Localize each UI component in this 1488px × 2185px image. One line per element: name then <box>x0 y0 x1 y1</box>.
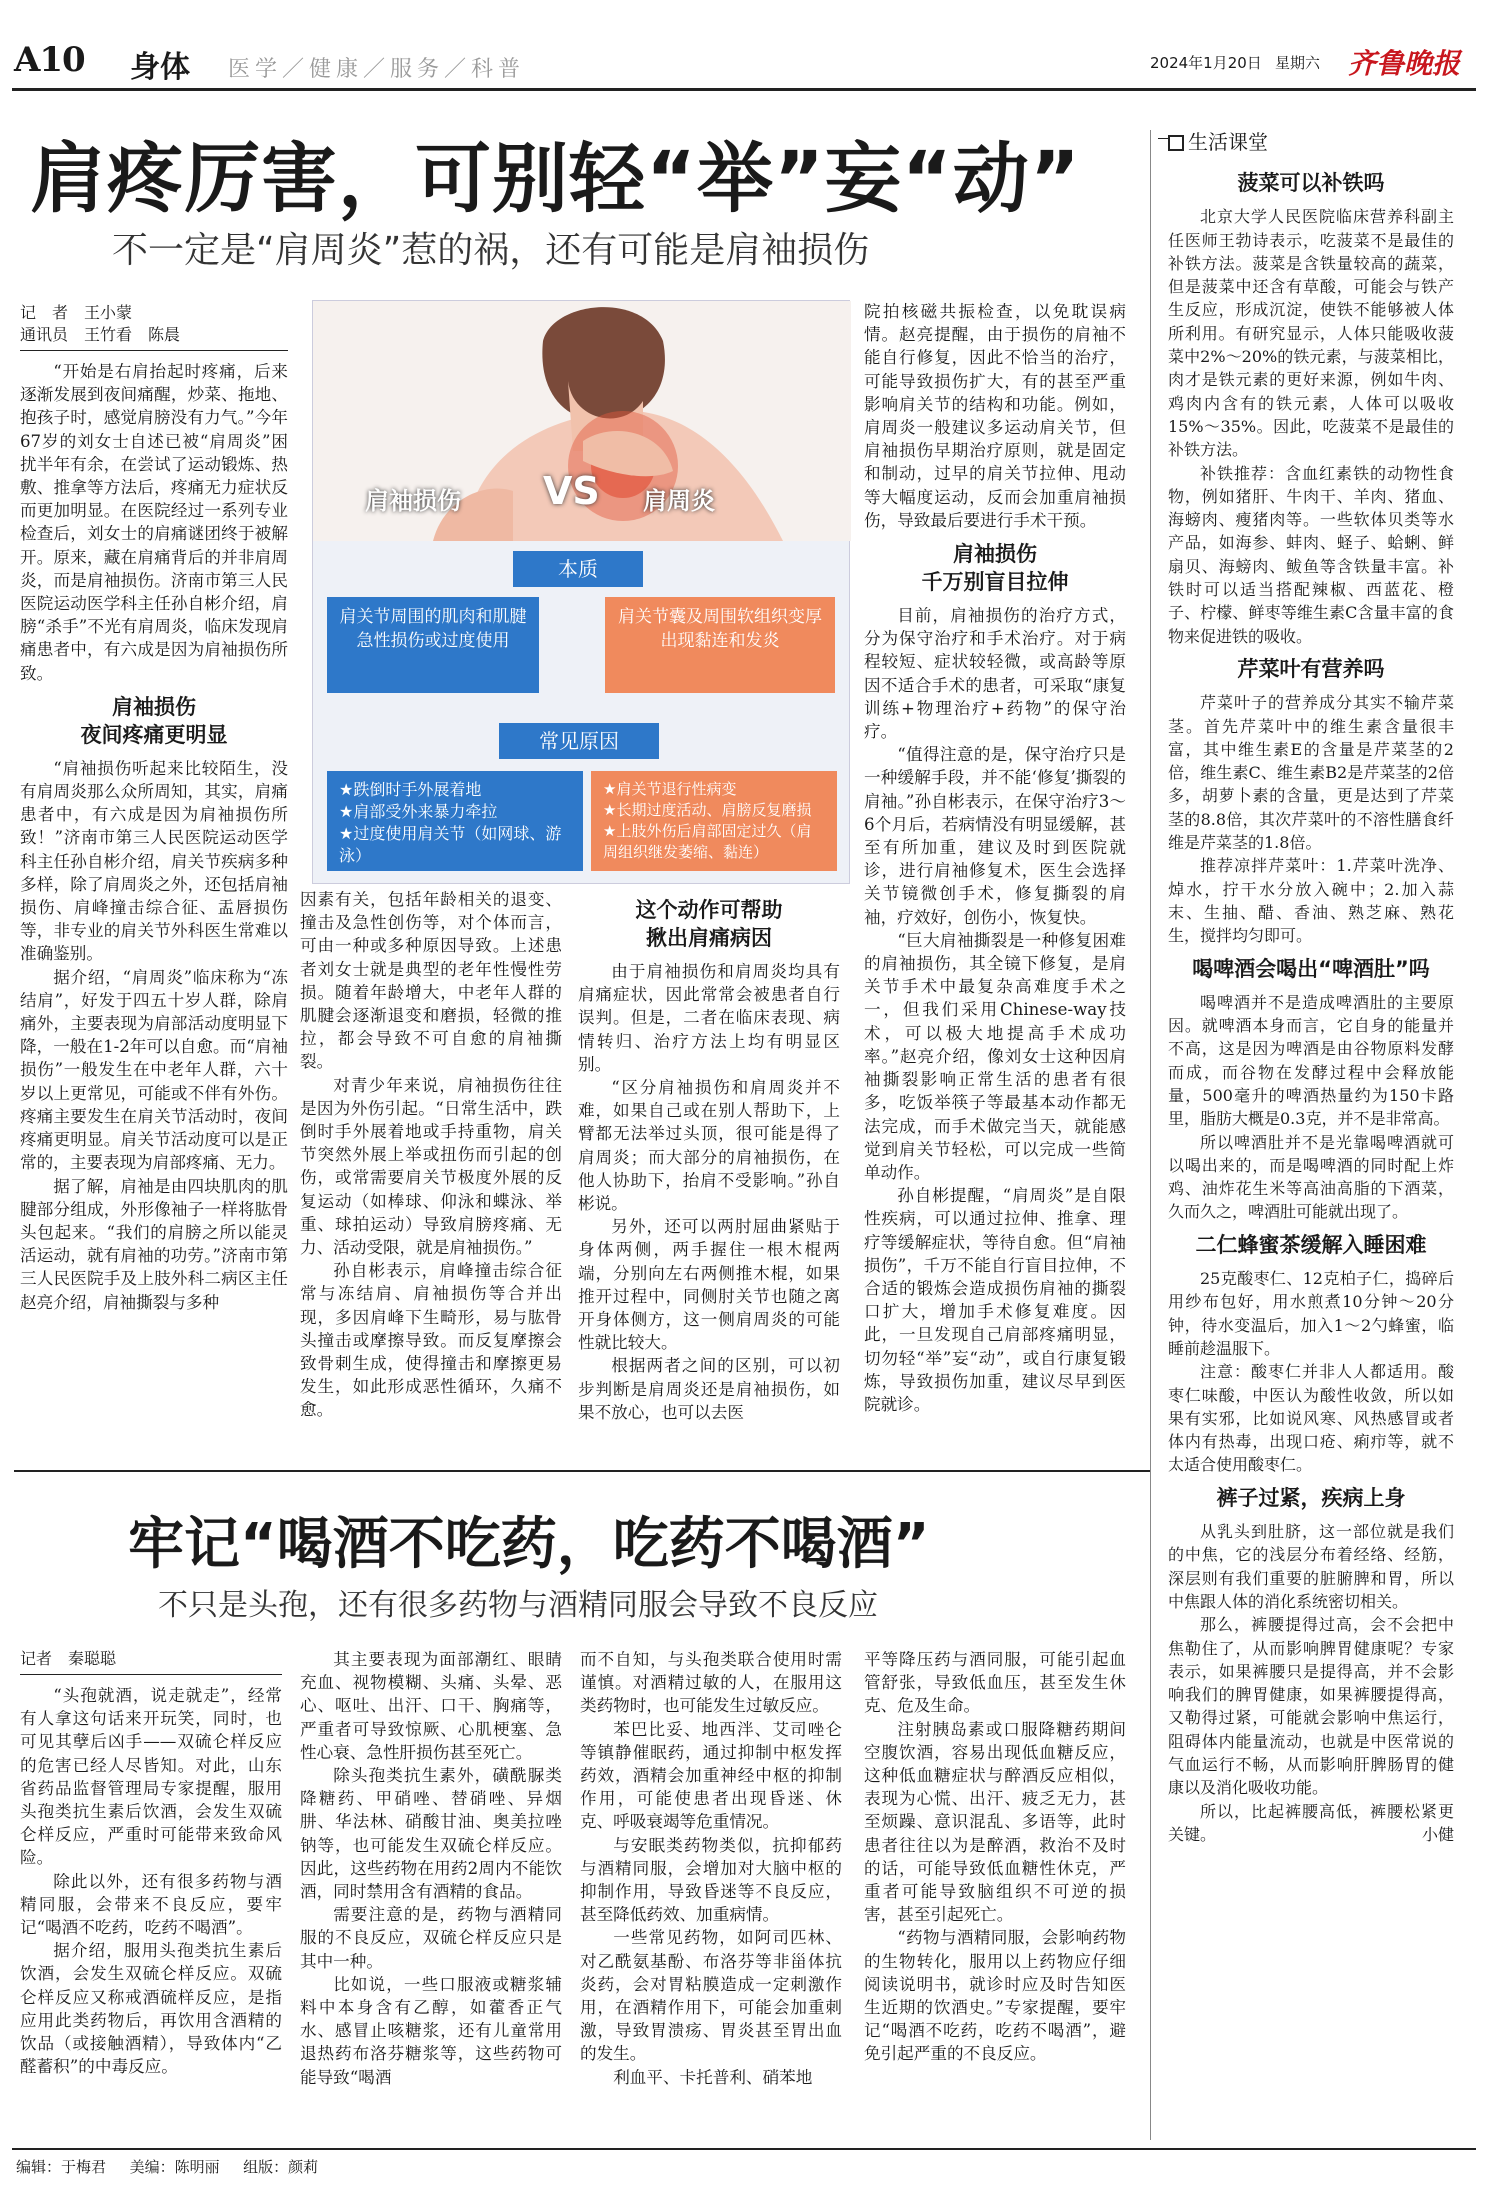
paragraph: 注意：酸枣仁并非人人都适用。酸枣仁味酸，中医认为酸性收敛，所以如果有实邪，比如说风寒、风热感冒或者体内有热毒，出现口疮、痢疖等，就不太适合使用酸枣仁。 <box>1168 1362 1454 1475</box>
paragraph: “药物与酒精同服，会影响药物的生物转化，服用以上药物应仔细阅读说明书，就诊时应及时告知医生近期的饮酒史。”专家提醒，要牢记“喝酒不吃药，吃药不喝酒”，避免引起严重的不良反应。 <box>864 1928 1126 2064</box>
paragraph: 院拍核磁共振检查，以免耽误病情。赵亮提醒，由于损伤的肩袖不能自行修复，因此不恰当的治疗，可能导致损伤扩大，有的甚至严重影响肩关节的结构和功能。例如，肩周炎一般建议多运动肩关节，但肩袖损伤早期治疗原则，就是固定和制动，过早的肩关节拉伸、甩动等大幅度运动，反而会加重肩袖损伤，导致最后要进行手术干预。 <box>864 302 1126 530</box>
paragraph: 与安眠类药物类似，抗抑郁药与酒精同服，会增加对大脑中枢的抑制作用，导致昏迷等不良反应，甚至降低药效、加重病情。 <box>580 1835 842 1925</box>
paragraph: 平等降压药与酒同服，可能引起血管舒张，导致低血压，甚至发生休克、危及生命。 <box>864 1650 1126 1716</box>
causes-frozen-shoulder <box>591 771 837 871</box>
paragraph-text: 所以，比起裤腰高低，裤腰松紧更关键。 <box>1168 1801 1454 1844</box>
issue-weekday: 星期六 <box>1275 54 1321 72</box>
sidebar-label-text: 生活课堂 <box>1188 130 1268 154</box>
article1-column4 <box>864 300 1126 1460</box>
sidebar-column <box>1168 162 1454 2138</box>
paragraph: 根据两者之间的区别，可以初步判断是肩周炎还是肩袖损伤，如果不放心，也可以去医 <box>578 1356 840 1422</box>
paragraph: 因素有关，包括年龄相关的退变、撞击及急性创伤等，对个体而言，可由一种或多种原因导致。上述患者刘女士就是典型的老年性慢性劳损。随着年龄增大，中老年人群的肌腱会逐渐退变和磨损，轻微的推拉，都会导致不可自愈的肩袖撕裂。 <box>300 890 562 1072</box>
article2-column1 <box>20 1684 282 2124</box>
article1-column3 <box>578 898 840 1456</box>
paragraph: 苯巴比妥、地西泮、艾司唑仑等镇静催眠药，通过抑制中枢发挥药效，酒精会加重神经中枢的抑制作用，可能使患者出现昏迷、休克、呼吸衰竭等危重情况。 <box>580 1719 842 1832</box>
paragraph: 需要注意的是，药物与酒精同服的不良反应，双硫仑样反应只是其中一种。 <box>300 1905 562 1971</box>
paragraph: 孙自彬提醒，“肩周炎”是自限性疾病，可以通过拉伸、推拿、理疗等缓解症状，等待自愈。但“肩袖损伤”，千万不能自行盲目拉伸，不合适的锻炼会造成损伤肩袖的撕裂口扩大，增加手术修复难度。因此，一旦发现自己肩部疼痛明显，切勿轻“举”妄“动”，或自行康复锻炼，导致损伤加重，建议尽早到医院就诊。 <box>864 1186 1126 1414</box>
sidebar-heading-beer: 喝啤酒会喝出“啤酒肚”吗 <box>1192 956 1430 981</box>
shoulder-infographic <box>312 300 850 884</box>
causes-tag: 常见原因 <box>499 723 659 759</box>
label-rotator-cuff: 肩袖损伤 <box>365 487 461 515</box>
essence-rotator-cuff: 肩关节周围的肌肉和肌腱急性损伤或过度使用 <box>327 597 539 693</box>
section-tagline: 医学／健康／服务／科普 <box>228 57 526 82</box>
paragraph: 除头孢类抗生素外，磺酰脲类降糖药、甲硝唑、替硝唑、异烟肼、华法林、硝酸甘油、奥美拉唑钠等，也可能发生双硫仑样反应。因此，这些药物在用药2周内不能饮酒，同时禁用含有酒精的食品。 <box>300 1766 562 1902</box>
paragraph: 由于肩袖损伤和肩周炎均具有肩痛症状，因此常常会被患者自行误判。但是，二者在临床表现、病情转归、治疗方法上均有明显区别。 <box>578 962 840 1074</box>
article2-subtitle: 不只是头孢，还有很多药物与酒精同服会导致不良反应 <box>158 1588 878 1623</box>
paragraph: 注射胰岛素或口服降糖药期间空腹饮酒，容易出现低血糖反应，这种低血糖症状与醉酒反应相似，表现为心慌、出汗、疲乏无力，甚至烦躁、意识混乱、多语等，此时患者往往以为是醉酒，救治不及时的话，可能导致低血糖性休克，严重者可能导致脑组织不可逆的损害，甚至引起死亡。 <box>864 1719 1126 1925</box>
paragraph: 据介绍，服用头孢类抗生素后饮酒，会发生双硫仑样反应。双硫仑样反应又称戒酒硫样反应，是指应用此类药物后，再饮用含酒精的饮品（或接触酒精），导致体内“乙醛蓄积”的中毒反应。 <box>20 1941 282 2077</box>
paragraph: 据了解，肩袖是由四块肌肉的肌腱部分组成，外形像袖子一样将肱骨头包起来。“我们的肩膀之所以能灵活运动，就有肩袖的功劳。”济南市第三人民医院手及上肢外科二病区主任赵亮介绍，肩袖撕裂与多种 <box>20 1176 288 1312</box>
sidebar-heading-tea: 二仁蜂蜜茶缓解入睡困难 <box>1195 1232 1427 1257</box>
article2-column2 <box>300 1648 562 2126</box>
paragraph: 推荐凉拌芹菜叶：1.芹菜叶洗净、焯水，拧干水分放入碗中；2.加入蒜末、生抽、醋、香油、熟芝麻、熟花生，搅拌均匀即可。 <box>1168 856 1454 946</box>
page-number: A10 <box>14 40 85 80</box>
sidebar-heading-celery: 芹菜叶有营养吗 <box>1237 656 1385 681</box>
paragraph: 据介绍，“肩周炎”临床称为“冻结肩”，好发于四五十岁人群，除肩痛外，主要表现为肩部活动度明显下降，一般在1-2年可以自愈。而“肩袖损伤”一般发生在中老年人群，六十岁以上更常见，可能或不伴有外伤。疼痛主要发生在肩关节活动时，夜间疼痛更明显。肩关节活动度可以是正常的，主要表现为肩部疼痛、无力。 <box>20 967 288 1173</box>
essence-frozen-shoulder: 肩关节囊及周围软组织变厚出现黏连和发炎 <box>605 597 835 693</box>
cause-item: ★上肢外伤后肩部固定过久（肩周组织继发萎缩、黏连） <box>603 822 812 861</box>
paragraph: 其主要表现为面部潮红、眼睛充血、视物模糊、头痛、头晕、恶心、呕吐、出汗、口干、胸痛等，严重者可导致惊厥、心肌梗塞、急性心衰、急性肝损伤甚至死亡。 <box>300 1650 562 1762</box>
cause-item: ★长期过度活动、肩膀反复磨损 <box>603 801 812 819</box>
cause-item: ★过度使用肩关节（如网球、游泳） <box>339 824 562 865</box>
section-name: 身体 <box>130 50 190 85</box>
byline-rule <box>20 350 288 351</box>
paragraph: “值得注意的是，保守治疗只是一种缓解手段，并不能‘修复’撕裂的肩袖。”孙自彬表示，在保守治疗3～6个月后，若病情没有明显缓解，甚至有所加重，建议及时到医院就诊，进行肩袖修复术，医生会选择关节镜微创手术，修复撕裂的肩袖，疗效好，创伤小，恢复快。 <box>864 745 1126 927</box>
article1-column2 <box>300 888 562 1448</box>
paragraph: 所以啤酒肚并不是光靠喝啤酒就可以喝出来的，而是喝啤酒的同时配上炸鸡、油炸花生米等高油高脂的下酒菜，久而久之，啤酒肚可能就出现了。 <box>1168 1132 1454 1222</box>
sidebar-divider <box>1150 130 1151 2140</box>
causes-rotator-cuff <box>327 771 583 871</box>
article-divider <box>14 1470 1150 1472</box>
article2-column4 <box>864 1648 1126 2126</box>
footer-editor: 编辑：于梅君 <box>16 2158 107 2176</box>
cause-item: ★肩关节退行性病变 <box>603 780 737 798</box>
paragraph: 喝啤酒并不是造成啤酒肚的主要原因。就啤酒本身而言，它自身的能量并不高，这是因为啤酒是由谷物原料发酵而成，而谷物在发酵过程中会释放能量，500毫升的啤酒热量约为150卡路里，脂肪大概是0.3克，并不是非常高。 <box>1168 992 1454 1129</box>
footer-art: 美编：陈明丽 <box>129 2158 220 2176</box>
paragraph: “头孢就酒，说走就走”，经常有人拿这句话来开玩笑，同时，也可见其孽后凶手——双硫仑样反应的危害已经人尽皆知。对此，山东省药品监督管理局专家提醒，服用头孢类抗生素后饮酒，会发生双硫仑样反应，严重时可能带来致命风险。 <box>20 1686 282 1868</box>
subhead-diagnose-action: 这个动作可帮助 揪出肩痛病因 <box>635 898 783 950</box>
footer-rule <box>12 2148 1476 2150</box>
subhead-night-pain: 肩袖损伤 夜间疼痛更明显 <box>80 694 228 747</box>
byline-correspondent: 通讯员 王竹看 陈晨 <box>20 325 181 344</box>
article1-subtitle: 不一定是“肩周炎”惹的祸，还有可能是肩袖损伤 <box>112 230 870 271</box>
sidebar-label-rule <box>1158 138 1168 139</box>
byline2-rule <box>20 1674 282 1675</box>
paragraph: 目前，肩袖损伤的治疗方式，分为保守治疗和手术治疗。对于病程较短、症状较轻微，或高龄等原因不适合手术的患者，可采取“康复训练+物理治疗+药物”的保守治疗。 <box>864 606 1126 742</box>
footer-credits <box>16 2156 318 2177</box>
paragraph: 补铁推荐：含血红素铁的动物性食物，例如猪肝、牛肉干、羊肉、猪血、海螃肉、瘦猪肉等。一些软体贝类等水产品，如海参、蚌肉、蛏子、蛤蜊、鲜扇贝、海螃肉、鲅鱼等含铁量丰富。补铁时可以适当搭配辣椒、西蓝花、橙子、柠檬、鲜枣等维生素C含量丰富的食物来促进铁的吸收。 <box>1168 463 1454 646</box>
article1-byline <box>20 302 290 346</box>
article2-column3 <box>580 1648 842 2126</box>
paragraph: 比如说，一些口服液或糖浆辅料中本身含有乙醇，如藿香正气水、感冒止咳糖浆，还有儿童常用退热药布洛芬糖浆等，这些药物可能导致“喝酒 <box>300 1974 562 2087</box>
article2-byline: 记者 秦聪聪 <box>20 1649 117 1668</box>
article1-title: 肩疼厉害，可别轻“举”妄“动” <box>30 134 1081 223</box>
sidebar-heading-pants: 裤子过紧，疾病上身 <box>1216 1485 1406 1510</box>
paragraph: 25克酸枣仁、12克柏子仁，捣碎后用纱布包好，用水煎煮10分钟～20分钟，待水变温后，加入1～2勺蜂蜜，临睡前趁温服下。 <box>1168 1269 1454 1358</box>
subhead-no-stretching: 肩袖损伤 千万别盲目拉伸 <box>921 542 1069 595</box>
essence-tag: 本质 <box>513 551 643 587</box>
paragraph: 从乳头到肚脐，这一部位就是我们的中焦，它的浅层分布着经络、经筋，深层则有我们重要的脏腑脾和胃，所以中焦跟人体的消化系统密切相关。 <box>1168 1522 1454 1611</box>
paragraph: 利血平、卡托普利、硝苯地 <box>613 2067 813 2087</box>
paragraph: 对青少年来说，肩袖损伤往往是因为外伤引起。“日常生活中，跌倒时手外展着地或手持重物，肩关节突然外展上举或扭伤而引起的创伤，或常需要肩关节极度外展的反复运动（如棒球、仰泳和蝶泳、举重、球拍运动）导致肩膀疼痛、无力、活动受限，就是肩袖损伤。” <box>300 1075 562 1258</box>
masthead-rule <box>12 88 1476 91</box>
cause-item: ★跌倒时手外展着地 <box>339 780 482 799</box>
byline-reporter: 记 者 王小蒙 <box>20 303 133 322</box>
article2-title: 牢记“喝酒不吃药，吃药不喝酒” <box>128 1512 930 1577</box>
paragraph: 一些常见药物，如阿司匹林、对乙酰氨基酚、布洛芬等非甾体抗炎药，会对胃粘膜造成一定刺激作用，在酒精作用下，可能会加重刺激，导致胃溃疡、胃炎甚至胃出血的发生。 <box>580 1928 842 2064</box>
footer-proof: 组版：颜莉 <box>243 2158 319 2176</box>
paragraph: “肩袖损伤听起来比较陌生，没有肩周炎那么众所周知，其实，肩痛患者中，有六成是因为肩袖损伤所致！”济南市第三人民医院运动医学科主任孙自彬介绍，肩关节疾病多种多样，除了肩周炎之外，还包括肩袖损伤、肩峰撞击综合征、盂唇损伤等，非专业的肩关节外科医生常难以准确鉴别。 <box>20 758 288 964</box>
label-vs: VS <box>543 469 600 513</box>
paragraph: 孙自彬表示，肩峰撞击综合征常与冻结肩、肩袖损伤等合并出现，多因肩峰下生畸形，易与肱骨头撞击或摩擦导致。而反复摩擦会致骨刺生成，使得撞击和摩擦更易发生，如此形成恶性循环，久痛不愈。 <box>300 1261 562 1420</box>
cause-item: ★肩部受外来暴力牵拉 <box>339 802 498 821</box>
paragraph <box>1168 1800 1454 1847</box>
paragraph: “区分肩袖损伤和肩周炎并不难，如果自己或在别人帮助下，上臂都无法举过头顶，很可能是得了肩周炎；而大部分的肩袖损伤，在他人协助下，抬肩不受影响。”孙自彬说。 <box>578 1078 840 1214</box>
sidebar-heading-spinach: 菠菜可以补铁吗 <box>1237 171 1385 195</box>
paper-logo: 齐鲁晚报 <box>1348 47 1461 80</box>
paragraph: 芹菜叶子的营养成分其实不输芹菜茎。首先芹菜叶中的维生素含量很丰富，其中维生素E的含量是芹菜茎的2倍，维生素C、维生素B2是芹菜茎的2倍多，胡萝卜素的含量，更是达到了芹菜茎的8.8倍，其次芹菜叶的不溶性膳食纤维是芹菜茎的1.8倍。 <box>1168 693 1454 853</box>
sidebar-label-icon <box>1168 135 1184 151</box>
paragraph: 那么，裤腰提得过高，会不会把中焦勒住了，从而影响脾胃健康呢？专家表示，如果裤腰只是提得高，并不会影响我们的脾胃健康，如果裤腰提得高，又勒得过紧，可能就会影响中焦运行，阻碍体内能量流动，也就是中医常说的气血运行不畅，从而影响肝脾肠胃的健康以及消化吸收功能。 <box>1168 1615 1454 1798</box>
paragraph: “开始是右肩抬起时疼痛，后来逐渐发展到夜间痛醒，炒菜、拖地、抱孩子时，感觉肩膀没有力气。”今年67岁的刘女士自述已被“肩周炎”困扰半年有余，在尝试了运动锻炼、热敷、推拿等方法后，疼痛无力症状反而更加明显。在医院经过一系列专业检查后，刘女士的肩痛谜团终于被解开。原来，藏在肩痛背后的并非肩周炎，而是肩袖损伤。济南市第三人民医院运动医学科主任孙自彬介绍，肩膀“杀手”不光有肩周炎，临床发现肩痛患者中，有六成是因为肩袖损伤所致。 <box>20 362 288 683</box>
label-frozen-shoulder: 肩周炎 <box>643 487 715 515</box>
paragraph: 除此以外，还有很多药物与酒精同服，会带来不良反应，要牢记“喝酒不吃药，吃药不喝酒”。 <box>20 1871 282 1938</box>
issue-date: 2024年1月20日 <box>1150 54 1262 72</box>
paragraph: 北京大学人民医院临床营养科副主任医师王勃诗表示，吃菠菜不是最佳的补铁方法。菠菜是含铁量较高的蔬菜，但是菠菜中还含有草酸，可能会与铁产生反应，形成沉淀，使铁不能够被人体所利用。有研究显示，人体只能吸收菠菜中2%～20%的铁元素，与菠菜相比，肉才是铁元素的更好来源，例如牛肉、鸡肉内含有的铁元素，人体可以吸收15%～35%。因此，吃菠菜不是最佳的补铁方法。 <box>1168 207 1454 460</box>
sidebar-label <box>1168 126 1268 155</box>
paragraph: 另外，还可以两肘屈曲紧贴于身体两侧，两手握住一根木棍两端，分别向左右两侧推木棍，如果推开过程中，同侧肘关节也随之离开身体侧方，这一侧肩周炎的可能性就比较大。 <box>578 1217 840 1353</box>
paragraph: “巨大肩袖撕裂是一种修复困难的肩袖损伤，其全镜下修复，是肩关节手术中最复杂高难度手术之一，但我们采用Chinese-way技术，可以极大地提高手术成功率。”赵亮介绍，像刘女士这种因肩袖撕裂影响正常生活的患者有很多，吃饭举筷子等最基本动作都无法完成，而手术做完当天，就能感觉到肩关节轻松，可以完成一些简单动作。 <box>864 930 1126 1182</box>
paragraph: 而不自知，与头孢类联合使用时需谨慎。对酒精过敏的人，在服用这类药物时，也可能发生过敏反应。 <box>580 1650 842 1716</box>
sidebar-author: 小健 <box>1421 1824 1454 1844</box>
